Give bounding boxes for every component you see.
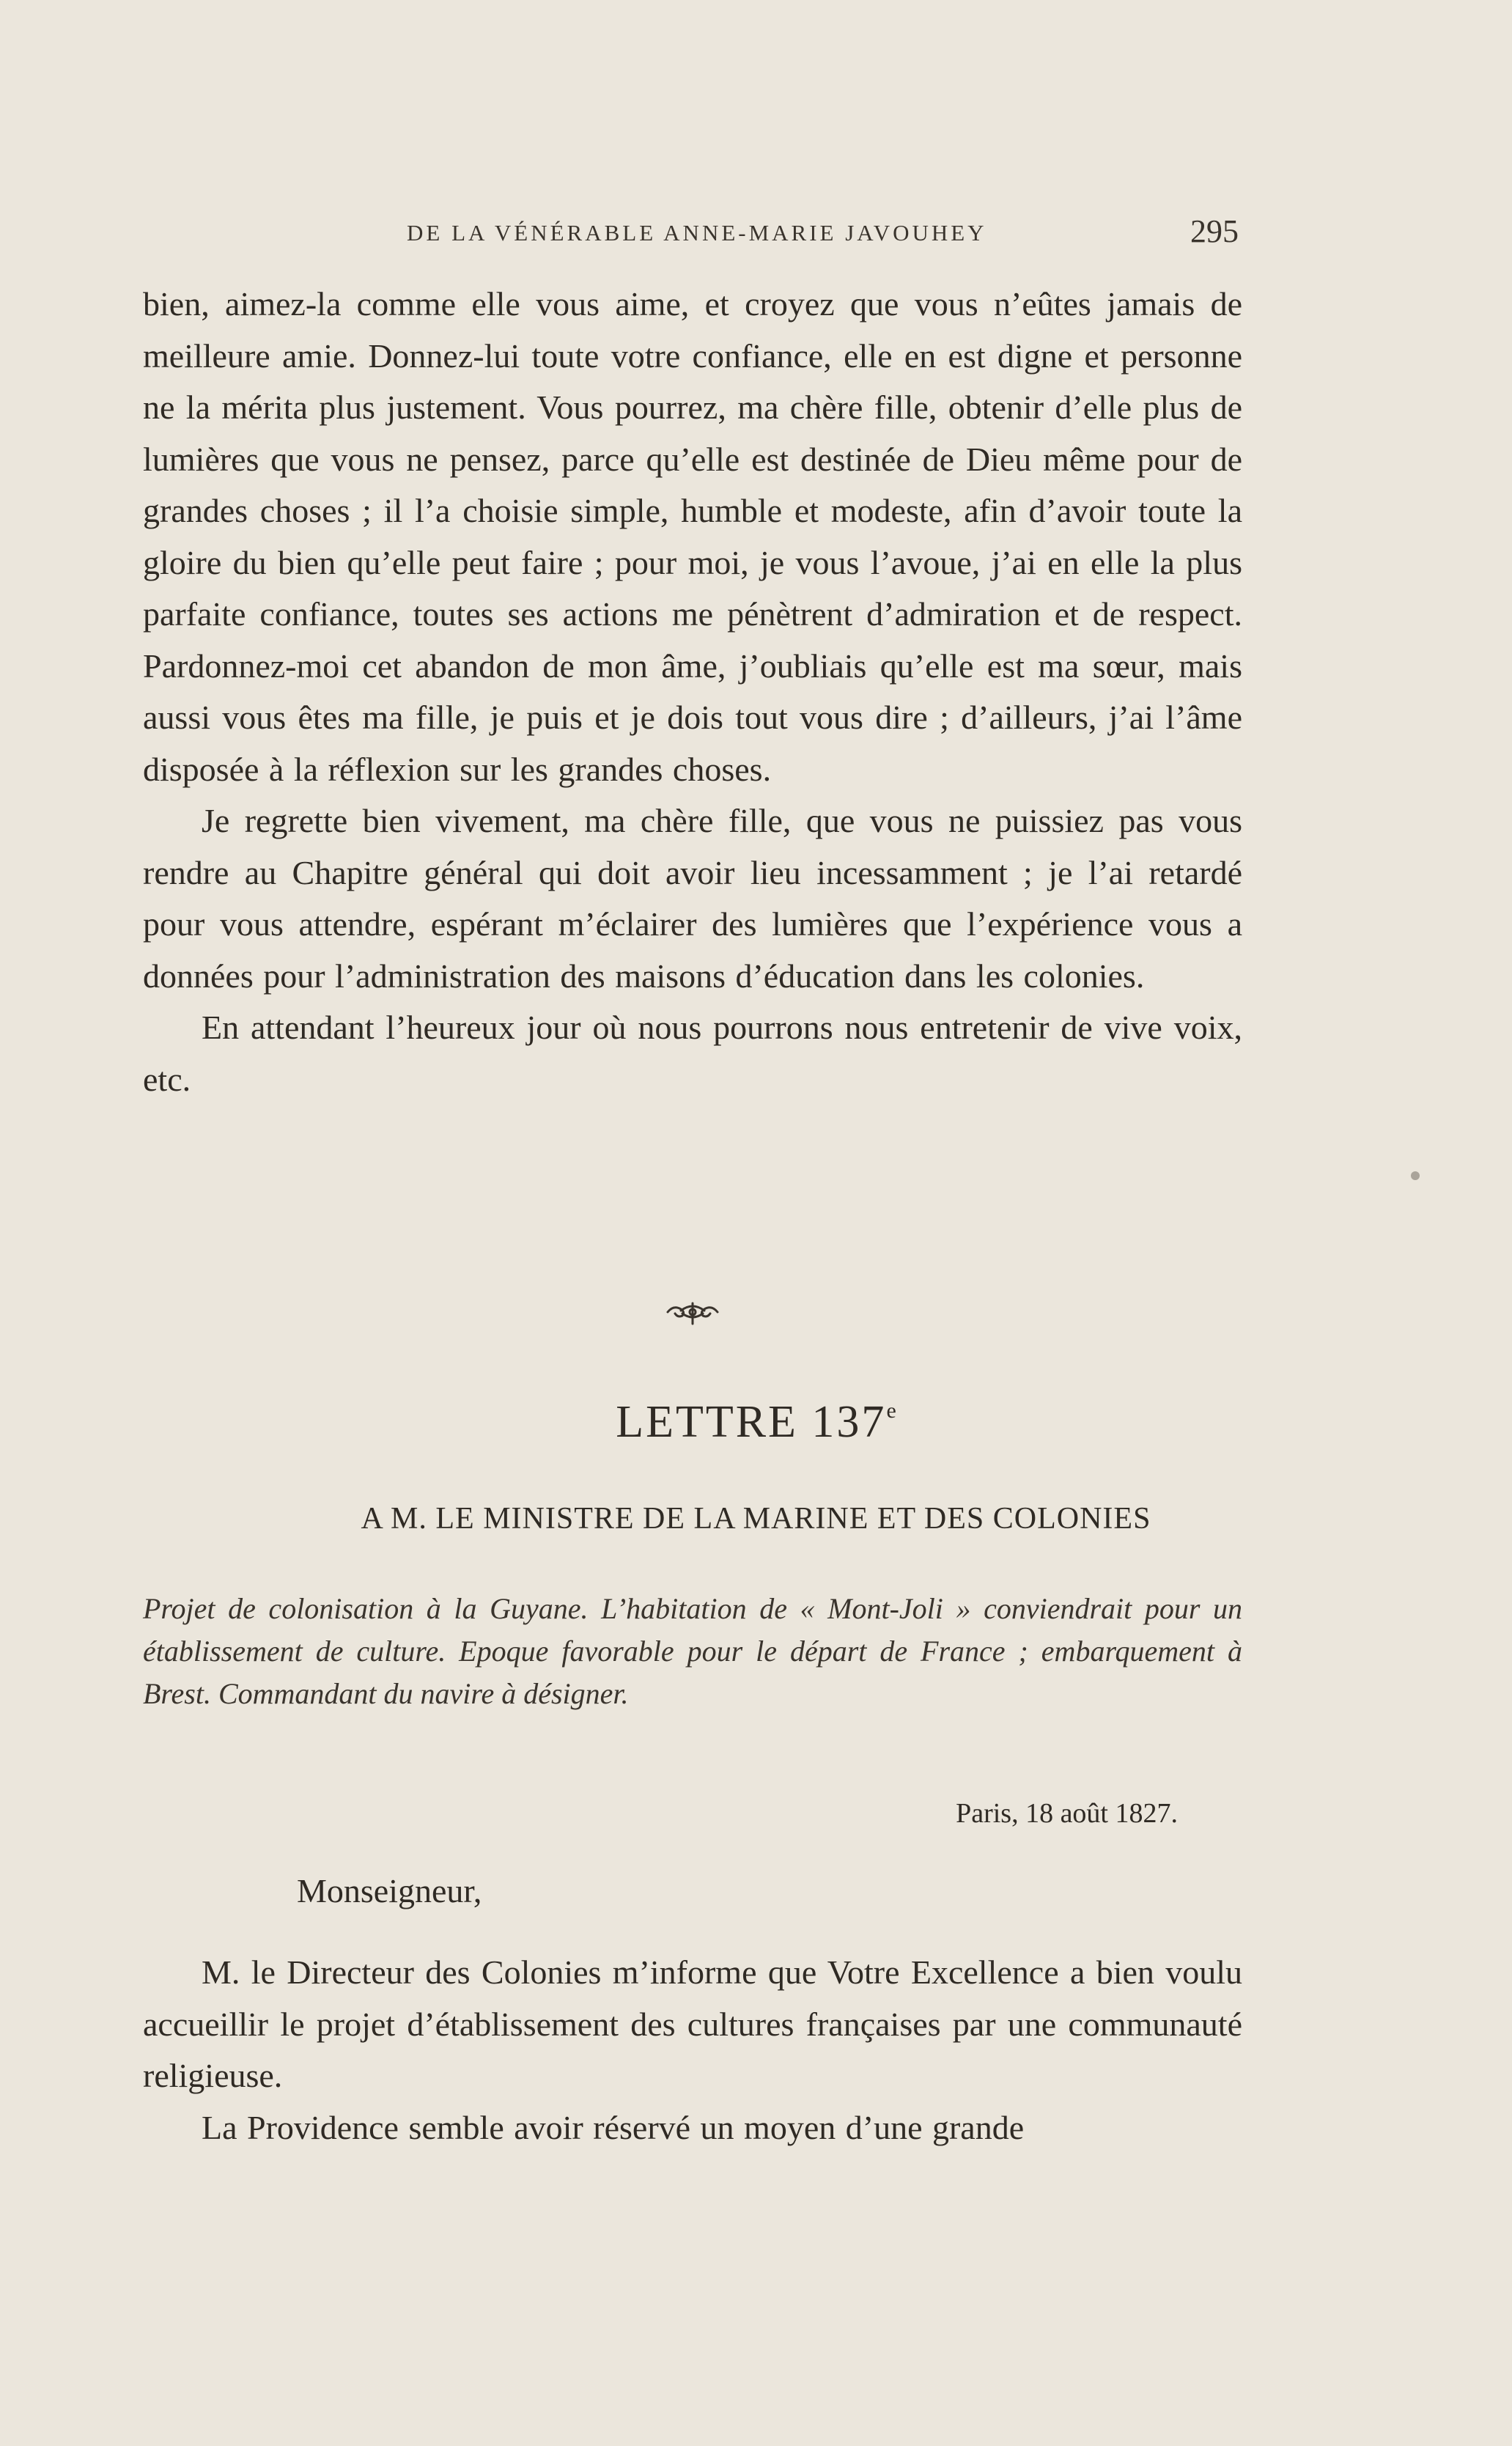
page-number: 295 <box>1190 213 1239 249</box>
letter-body <box>143 1947 1242 2154</box>
body-paragraph: bien, aimez-la comme elle vous aime, et croyez que vous n’eûtes jamais de meilleure amie. Donnez-lui toute votre confiance, elle en est digne et personne ne la mérita plus justement. Vous pourrez, ma chère fille, obtenir d’elle plus de lumières que vous ne pensez, parce qu’elle est destinée de Dieu même pour de grandes choses ; il l’a choisie simple, humble et modeste, afin d’avoir toute la gloire du bien qu’elle peut faire ; pour moi, je vous l’avoue, j’ai en elle la plus parfaite confiance, toutes ses actions me pénètrent d’admiration et de respect. Pardonnez-moi cet abandon de mon âme, j’oubliais qu’elle est ma sœur, mais aussi vous êtes ma fille, je puis et je dois tout vous dire ; d’ailleurs, j’ai l’âme disposée à la réflexion sur les grandes choses. <box>143 285 1242 788</box>
letter-title-suffix: e <box>886 1399 896 1423</box>
letter-title-text: LETTRE 137 <box>616 1397 887 1447</box>
running-title: DE LA VÉNÉRABLE ANNE-MARIE JAVOUHEY <box>407 220 987 246</box>
body-text <box>143 279 1242 1105</box>
letter-paragraph: M. le Directeur des Colonies m’informe que Votre Excellence a bien voulu accueillir le projet d’établissement des cultures françaises par une communauté religieuse. <box>143 1953 1242 2094</box>
letter-addressee: A M. LE MINISTRE DE LA MARINE ET DES COLONIES <box>361 1502 1151 1536</box>
paper-speck <box>1411 1171 1420 1180</box>
letter-title <box>0 1396 1512 1448</box>
letter-dateline: Paris, 18 août 1827. <box>956 1798 1178 1829</box>
letter-summary: Projet de colonisation à la Guyane. L’habitation de « Mont-Joli » conviendrait pour un établissement de culture. Epoque favorable pour le départ de France ; embarquement à Brest. Commandant du navire à désigner. <box>143 1592 1242 1710</box>
body-paragraph: En attendant l’heureux jour où nous pourrons nous entretenir de vive voix, etc. <box>143 1009 1242 1098</box>
letter-paragraph: La Providence semble avoir réservé un moyen d’une grande <box>202 2108 1025 2146</box>
running-head <box>147 213 1239 257</box>
fleuron-ornament-icon <box>663 1296 722 1328</box>
letter-salutation: Monseigneur, <box>297 1872 482 1909</box>
body-paragraph: Je regrette bien vivement, ma chère fille, que vous ne puissiez pas vous rendre au Chapitre général qui doit avoir lieu incessamment ; je l’ai retardé pour vous attendre, espérant m’éclairer des lumières que l’expérience vous a données pour l’administration des maisons d’éducation dans les colonies. <box>143 802 1242 995</box>
